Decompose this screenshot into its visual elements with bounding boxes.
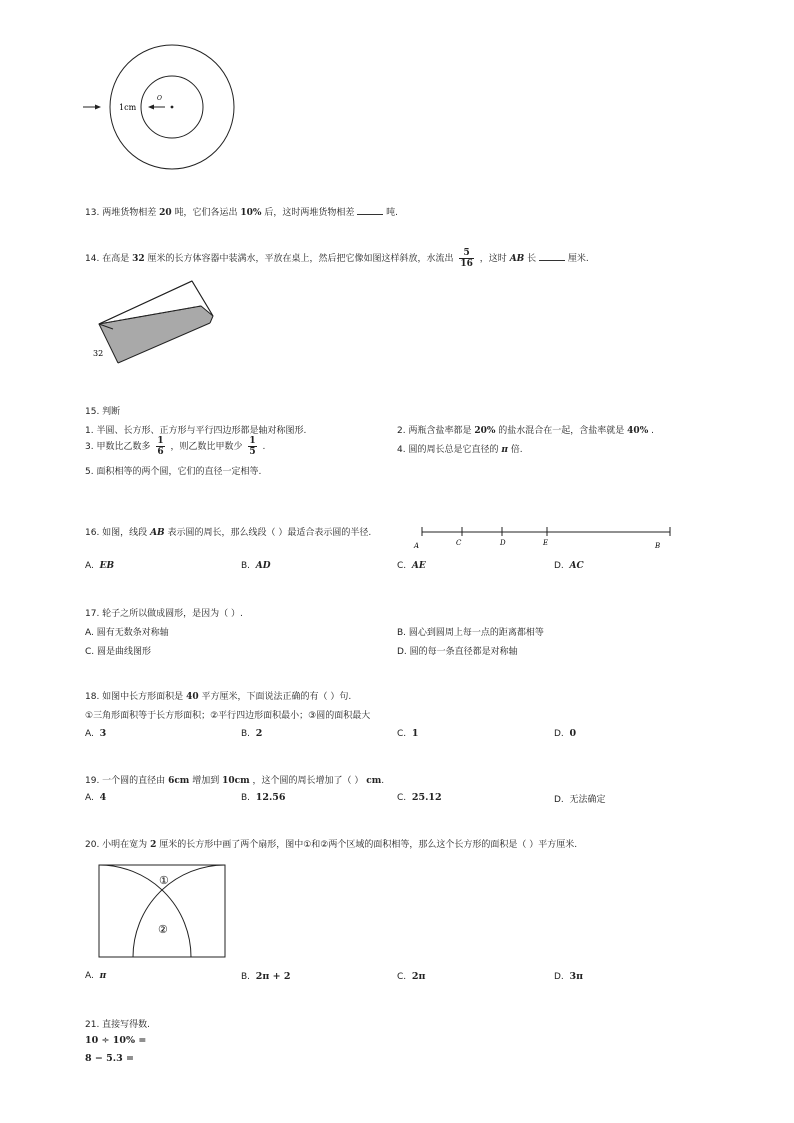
point-label-a: A (414, 542, 420, 550)
q20-option-b-key: B. (241, 972, 251, 982)
q16-option-c-key: C. (397, 561, 407, 571)
q20-option-a-value: π (99, 971, 107, 981)
q13-text-4: 吨. (386, 208, 398, 218)
q18-option-d-value: 0 (569, 728, 577, 739)
q21-expression-1: 10 ÷ 10% = (85, 1035, 147, 1046)
q16-text-2: 表示圆的周长，那么线段（ ）最适合表示圆的半径. (167, 528, 372, 538)
q15-item-5: 5. 面积相等的两个圆，它们的直径一定相等. (85, 467, 262, 477)
q20-option-c-key: C. (397, 972, 407, 982)
q19-value-2: 10cm (222, 776, 250, 786)
q20-option-a-key: A. (85, 971, 94, 981)
q16-option-b[interactable] (241, 561, 271, 571)
q19-option-b[interactable] (241, 792, 286, 803)
q19-option-d-key: D. (554, 795, 564, 805)
q19-text-3: ，这个圆的周长增加了（ ） (252, 776, 364, 786)
frac-1-num: 1 (157, 436, 164, 446)
q20-text-2: 厘米的长方形中画了两个扇形，图中①和②两个区域的面积相等，那么这个长方形的面积是（ ）平方厘米. (159, 840, 578, 850)
q18-text-1: 18. 如图中长方形面积是 (85, 692, 184, 702)
q19-option-b-key: B. (241, 793, 251, 803)
q13-text-1: 两堆货物相差 (102, 208, 157, 218)
q18-option-d[interactable] (554, 728, 576, 739)
q20-option-d-value: 3π (569, 971, 584, 982)
q20-option-c-value: 2π (411, 971, 426, 982)
q16-option-a-key: A. (85, 561, 94, 571)
q15-item-3 (85, 435, 265, 459)
q20-option-b-value: 2π + 2 (255, 971, 291, 982)
q14-frac-den: 16 (460, 259, 473, 269)
q19-option-a-value: 4 (99, 792, 107, 803)
q19-text-1: 19. 一个圆的直径由 (85, 776, 166, 786)
q16-text-1: 16. 如图，线段 (85, 528, 148, 538)
q16-option-c[interactable] (397, 561, 426, 571)
box-height-label: 32 (93, 349, 104, 358)
q14-frac-num: 5 (459, 248, 474, 259)
question-18 (85, 689, 351, 702)
q14-number: 14. (85, 254, 100, 264)
q15-item-2-text-a: 2. 两瓶含盐率都是 (397, 426, 472, 436)
q19-option-d-value: 无法确定 (569, 795, 606, 805)
region-2-label: ② (158, 923, 168, 936)
concentric-circles-figure (78, 40, 248, 180)
q17-option-c[interactable]: C. 圆是曲线图形 (85, 647, 152, 657)
q13-number: 13. (85, 208, 100, 218)
region-1-label: ① (159, 874, 169, 887)
point-label-c: C (456, 539, 462, 547)
q14-value-1: 32 (132, 254, 145, 264)
q19-option-b-value: 12.56 (255, 792, 286, 803)
q20-option-d[interactable] (554, 971, 583, 982)
q18-option-a-key: A. (85, 729, 94, 739)
q18-option-b-key: B. (241, 729, 251, 739)
q13-text-2: 吨，它们各运出 (174, 208, 238, 218)
q18-option-c-value: 1 (411, 728, 419, 739)
q13-text-3: 后，这时两堆货物相差 (264, 208, 355, 218)
q19-option-a-key: A. (85, 793, 94, 803)
q14-text-4: 长 (527, 254, 537, 264)
q15-item-2-text-b: 的盐水混合在一起，含盐率就是 (498, 426, 625, 436)
q16-option-b-value: AD (255, 561, 271, 571)
question-16 (85, 525, 371, 538)
q19-text-4: . (381, 776, 385, 786)
q18-option-b[interactable] (241, 728, 262, 739)
circle-label-cm: 1cm (119, 103, 137, 112)
q15-item-2-value-1: 20% (474, 426, 496, 436)
q18-value: 40 (186, 692, 199, 702)
q14-text-1: 在高是 (102, 254, 130, 264)
q15-item-1: 1. 半圆、长方形、正方形与平行四边形都是轴对称图形. (85, 426, 307, 436)
q14-answer-blank[interactable] (539, 253, 565, 261)
q19-option-a[interactable] (85, 792, 106, 803)
q15-item-3-text-b: ，则乙数比甲数少 (170, 442, 243, 452)
q16-ab: AB (150, 528, 165, 538)
circle-label-o: O (157, 95, 162, 102)
rectangle-sectors-figure (95, 860, 230, 960)
q17-option-a[interactable]: A. 圆有无数条对称轴 (85, 628, 169, 638)
q21-text: 21. 直接写得数. (85, 1020, 151, 1030)
q16-option-a[interactable] (85, 561, 114, 571)
tilted-box-figure (85, 275, 220, 370)
q19-value-1: 6cm (168, 776, 190, 786)
frac-1-den: 6 (157, 447, 164, 457)
q17-text: 17. 轮子之所以做成圆形，是因为（ ）. (85, 609, 243, 619)
q13-answer-blank[interactable] (357, 207, 383, 215)
q16-option-d-value: AC (569, 561, 584, 571)
q16-option-d-key: D. (554, 561, 564, 571)
q18-option-a-value: 3 (99, 728, 107, 739)
q15-item-4-text-b: 倍. (510, 445, 523, 455)
q14-text-3: ，这时 (479, 254, 507, 264)
q19-text-2: 增加到 (192, 776, 220, 786)
q15-item-2 (397, 423, 654, 436)
q14-text-5: 厘米. (567, 254, 589, 264)
q20-option-c[interactable] (397, 971, 425, 982)
q19-option-c-key: C. (397, 793, 407, 803)
q14-ab: AB (509, 254, 525, 264)
q21-expression-2: 8 − 5.3 = (85, 1053, 134, 1064)
q17-option-b[interactable]: B. 圆心到圆周上每一点的距离都相等 (397, 628, 544, 638)
q18-option-c[interactable] (397, 728, 419, 739)
q15-item-4-pi: π (501, 445, 508, 455)
frac-2-num: 1 (249, 436, 256, 446)
q15-item-4-text-a: 4. 圆的周长总是它直径的 (397, 445, 499, 455)
question-14 (85, 245, 589, 273)
question-13 (85, 205, 398, 218)
q16-option-c-value: AE (411, 561, 426, 571)
q16-option-b-key: B. (241, 561, 251, 571)
point-label-b: B (655, 542, 661, 550)
q15-item-4 (397, 442, 523, 455)
q15-item-2-value-2: 40% (627, 426, 649, 436)
q15-item-3-frac-1 (156, 436, 164, 457)
q15-item-3-text-c: . (262, 442, 266, 452)
q14-fraction (459, 248, 474, 269)
q19-option-c-value: 25.12 (411, 792, 442, 803)
q15-title: 15. 判断 (85, 407, 121, 417)
segment-ab-figure (408, 522, 678, 552)
q15-item-3-text-a: 3. 甲数比乙数多 (85, 442, 151, 452)
q19-unit: cm (366, 776, 382, 786)
point-label-d: D (500, 539, 506, 547)
q20-value: 2 (150, 840, 157, 850)
q18-option-a[interactable] (85, 728, 106, 739)
q20-option-a[interactable] (85, 971, 106, 981)
q18-option-b-value: 2 (255, 728, 263, 739)
q19-option-d[interactable] (554, 792, 606, 805)
q20-option-d-key: D. (554, 972, 564, 982)
q19-option-c[interactable] (397, 792, 442, 803)
q14-text-2: 厘米的长方体容器中装满水，平放在桌上，然后把它像如图这样斜放，水流出 (147, 254, 454, 264)
q18-text-2: 平方厘米，下面说法正确的有（ ）句. (201, 692, 352, 702)
q15-item-3-frac-2 (248, 436, 256, 457)
q18-option-c-key: C. (397, 729, 407, 739)
q20-text-1: 20. 小明在宽为 (85, 840, 148, 850)
q13-value-2: 10% (240, 208, 262, 218)
q13-value-1: 20 (159, 208, 172, 218)
q15-item-2-text-c: . (651, 426, 654, 436)
question-19 (85, 773, 384, 786)
q16-option-a-value: EB (99, 561, 115, 571)
frac-2-den: 5 (249, 447, 256, 457)
question-20 (85, 837, 577, 850)
q16-option-d[interactable] (554, 561, 584, 571)
q20-option-b[interactable] (241, 971, 291, 982)
point-label-e: E (543, 539, 549, 547)
q18-statements: ①三角形面积等于长方形面积；②平行四边形面积最小；③圆的面积最大 (85, 711, 371, 721)
q18-option-d-key: D. (554, 729, 564, 739)
q17-option-d[interactable]: D. 圆的每一条直径都是对称轴 (397, 647, 518, 657)
